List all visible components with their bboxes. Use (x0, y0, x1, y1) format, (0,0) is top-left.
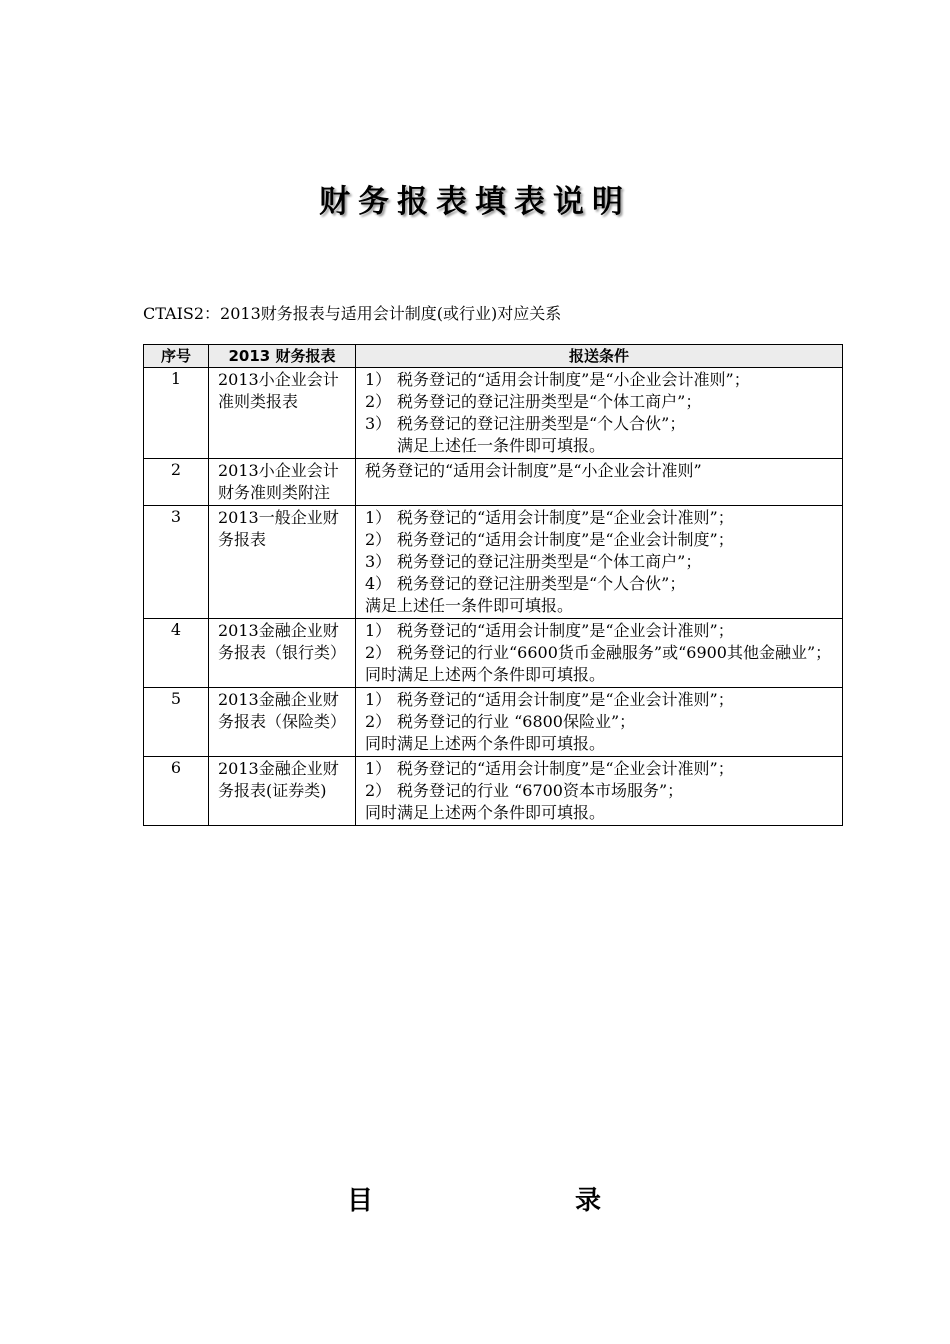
condition-number: 4） (365, 574, 392, 593)
condition-number: 1） (365, 690, 392, 709)
row-serial: 6 (144, 757, 209, 826)
row-serial: 2 (144, 459, 209, 506)
toc-char-2: 录 (575, 1186, 602, 1216)
condition-note: 满足上述任一条件即可填报。 (365, 596, 574, 615)
table-row (144, 506, 843, 619)
condition-text: 税务登记的登记注册类型是“个人合伙”； (397, 574, 686, 593)
condition-note: 同时满足上述两个条件即可填报。 (365, 734, 606, 753)
row-serial: 1 (144, 368, 209, 459)
condition-note: 税务登记的“适用会计制度”是“小企业会计准则” (365, 461, 702, 480)
row-report-name: 2013一般企业财务报表 (209, 506, 356, 619)
row-conditions (356, 459, 843, 506)
condition-number: 2） (365, 392, 392, 411)
condition-item (365, 758, 838, 780)
condition-note: 同时满足上述两个条件即可填报。 (365, 665, 606, 684)
table-row (144, 757, 843, 826)
condition-number: 2） (365, 712, 392, 731)
row-serial: 3 (144, 506, 209, 619)
condition-item (365, 620, 838, 642)
condition-text: 税务登记的登记注册类型是“个体工商户”； (397, 552, 702, 571)
row-serial: 4 (144, 619, 209, 688)
header-report: 2013 财务报表 (209, 345, 356, 368)
row-conditions (356, 619, 843, 688)
row-report-name: 2013小企业会计准则类报表 (209, 368, 356, 459)
report-mapping-table (143, 344, 843, 826)
table-row (144, 459, 843, 506)
condition-text: 税务登记的“适用会计制度”是“企业会计准则”； (397, 759, 734, 778)
row-report-name: 2013金融企业财务报表（保险类） (209, 688, 356, 757)
condition-number: 2） (365, 530, 392, 549)
condition-text: 税务登记的行业 “6800保险业”； (397, 712, 636, 731)
condition-text: 税务登记的“适用会计制度”是“小企业会计准则”； (397, 370, 750, 389)
table-row (144, 368, 843, 459)
condition-number: 1） (365, 370, 392, 389)
condition-item (365, 391, 838, 413)
condition-number: 1） (365, 759, 392, 778)
condition-item (365, 573, 838, 595)
condition-number: 2） (365, 781, 392, 800)
condition-item (365, 780, 838, 802)
condition-item (365, 413, 838, 435)
condition-text: 税务登记的“适用会计制度”是“企业会计准则”； (397, 508, 734, 527)
header-serial: 序号 (144, 345, 209, 368)
condition-note: 同时满足上述两个条件即可填报。 (365, 803, 606, 822)
condition-text: 税务登记的登记注册类型是“个人合伙”； (397, 414, 686, 433)
condition-note: 满足上述任一条件即可填报。 (397, 436, 606, 455)
condition-item (365, 369, 838, 391)
condition-number: 3） (365, 414, 392, 433)
table-row (144, 619, 843, 688)
condition-text: 税务登记的“适用会计制度”是“企业会计准则”； (397, 621, 734, 640)
condition-text: 税务登记的“适用会计制度”是“企业会计准则”； (397, 690, 734, 709)
condition-item (365, 689, 838, 711)
row-report-name: 2013金融企业财务报表（银行类） (209, 619, 356, 688)
condition-item (365, 507, 838, 529)
condition-text: 税务登记的登记注册类型是“个体工商户”； (397, 392, 702, 411)
row-conditions (356, 688, 843, 757)
condition-text: 税务登记的行业“6600货币金融服务”或“6900其他金融业”； (397, 643, 832, 662)
condition-text: 税务登记的“适用会计制度”是“企业会计制度”； (397, 530, 734, 549)
condition-item (365, 711, 838, 733)
row-conditions (356, 506, 843, 619)
header-conditions: 报送条件 (356, 345, 843, 368)
row-conditions (356, 368, 843, 459)
document-title: 财务报表填表说明 (319, 184, 631, 220)
condition-item (365, 529, 838, 551)
condition-number: 2） (365, 643, 392, 662)
table-header-row (144, 345, 843, 368)
row-report-name: 2013小企业会计财务准则类附注 (209, 459, 356, 506)
row-report-name: 2013金融企业财务报表(证券类) (209, 757, 356, 826)
toc-char-1: 目 (347, 1186, 374, 1216)
row-conditions (356, 757, 843, 826)
condition-item (365, 551, 838, 573)
condition-number: 1） (365, 508, 392, 527)
table-row (144, 688, 843, 757)
row-serial: 5 (144, 688, 209, 757)
condition-text: 税务登记的行业 “6700资本市场服务”； (397, 781, 684, 800)
table-caption: CTAIS2：2013财务报表与适用会计制度(或行业)对应关系 (143, 304, 562, 323)
condition-number: 1） (365, 621, 392, 640)
condition-item (365, 642, 838, 664)
condition-number: 3） (365, 552, 392, 571)
